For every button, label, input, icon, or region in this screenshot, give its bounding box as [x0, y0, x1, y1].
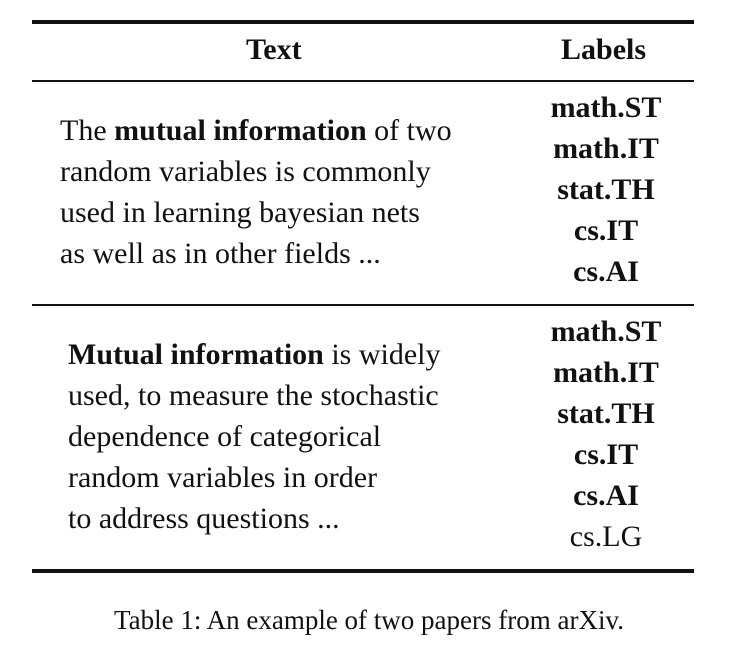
text-span: random variables is commonly	[60, 155, 431, 188]
text-span: used, to measure the stochastic	[68, 379, 439, 412]
text-span: dependence of categorical	[68, 420, 382, 453]
text-line	[68, 375, 441, 416]
text-span: is widely	[323, 338, 441, 371]
table-top-rule	[32, 20, 694, 24]
label-item: cs.IT	[573, 438, 639, 471]
column-header-text: Text	[246, 33, 302, 66]
table-row-1-text	[60, 110, 452, 274]
table-row-rule	[32, 304, 694, 306]
text-line	[60, 233, 452, 274]
text-span: random variables in order	[68, 461, 378, 494]
bold-term: mutual information	[114, 114, 367, 147]
column-header-labels: Labels	[561, 33, 647, 66]
label-item: math.ST	[550, 315, 662, 348]
text-line	[60, 110, 452, 151]
table-row-1-labels	[532, 87, 680, 292]
bold-term: Mutual information	[68, 338, 324, 371]
text-line	[60, 192, 452, 233]
label-item: cs.AI	[573, 255, 639, 288]
text-span: used in learning bayesian nets	[60, 196, 420, 229]
label-item: stat.TH	[557, 173, 655, 206]
table-caption: Table 1: An example of two papers from arXiv.	[114, 605, 624, 635]
label-item: cs.IT	[573, 214, 639, 247]
label-item: math.IT	[553, 356, 659, 389]
text-line	[68, 498, 441, 539]
text-line	[68, 457, 441, 498]
text-line	[68, 416, 441, 457]
label-item: math.ST	[550, 91, 662, 124]
text-line	[60, 151, 452, 192]
label-item: stat.TH	[557, 397, 655, 430]
label-item: cs.LG	[569, 520, 643, 553]
label-item: math.IT	[553, 132, 659, 165]
table-row-2-text	[68, 334, 441, 539]
text-line	[68, 334, 441, 375]
table-bottom-rule	[32, 569, 694, 573]
text-span: of two	[366, 114, 452, 147]
text-span: to address questions ...	[68, 502, 340, 535]
text-span: as well as in other fields ...	[60, 237, 381, 270]
text-span: The	[60, 114, 115, 147]
table-header-rule	[32, 80, 694, 82]
table-row-2-labels	[532, 311, 680, 557]
label-item: cs.AI	[573, 479, 639, 512]
